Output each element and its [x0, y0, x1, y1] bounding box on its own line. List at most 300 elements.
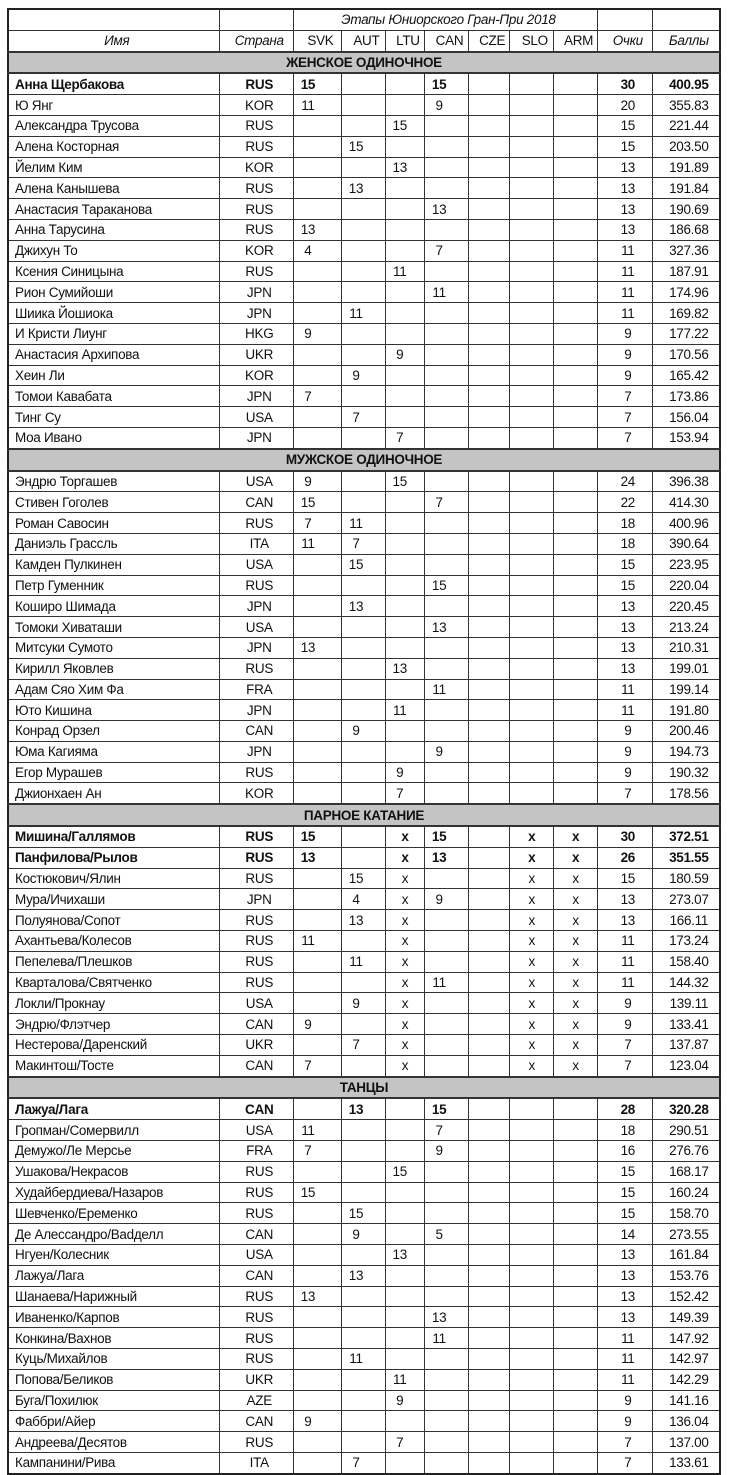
stage-points-can: [425, 1224, 469, 1245]
total-points: 18: [597, 513, 652, 534]
stage-points-aut-value: 15: [348, 557, 364, 573]
country-code: RUS: [219, 951, 293, 972]
stage-points-can: [425, 700, 469, 721]
stage-points-svk-value: 13: [300, 1289, 316, 1304]
stage-points-ltu: [385, 1390, 424, 1411]
section-title: ТАНЦЫ: [8, 1077, 720, 1099]
total-score: 220.45: [652, 596, 720, 617]
stage-points-can-value: 5: [435, 1226, 443, 1242]
table-row: [8, 889, 720, 910]
table-row: [8, 617, 720, 638]
header-country: Страна: [219, 30, 293, 51]
stage-points-ltu: [385, 575, 424, 596]
stage-points-aut: [342, 1245, 386, 1266]
stage-points-svk: [293, 1328, 341, 1349]
stage-points-slo: [510, 492, 554, 513]
stage-points-aut-value: 4: [352, 891, 360, 907]
stage-points-svk-value: 7: [304, 1143, 312, 1159]
stage-points-cze: [468, 910, 510, 931]
stage-points-svk: [293, 1452, 341, 1473]
stage-points-svk: [293, 427, 341, 448]
athlete-name: Александра Трусова: [8, 115, 219, 136]
stage-points-arm: x: [554, 1035, 598, 1056]
total-points: 13: [597, 1307, 652, 1328]
stage-points-cze: [468, 1245, 510, 1266]
country-code: RUS: [219, 868, 293, 889]
table-row: [8, 533, 720, 554]
stage-points-cze: [468, 1182, 510, 1203]
table-row: [8, 492, 720, 513]
stage-points-cze: [468, 407, 510, 428]
total-score: 174.96: [652, 282, 720, 303]
stage-points-svk: [293, 1307, 341, 1328]
stage-points-arm: [554, 1411, 598, 1432]
stage-points-arm: [554, 1286, 598, 1307]
country-code: RUS: [219, 115, 293, 136]
table-row: [8, 365, 720, 386]
stage-points-ltu-value: 11: [393, 263, 407, 279]
stage-points-ltu: [385, 679, 424, 700]
athlete-name: Шевченко/Еременко: [8, 1203, 219, 1224]
stage-points-slo: [510, 282, 554, 303]
section-title: ЖЕНСКОЕ ОДИНОЧНОЕ: [8, 52, 720, 74]
total-score: 273.07: [652, 889, 720, 910]
stage-points-cze: [468, 1452, 510, 1473]
stage-points-can: [425, 1452, 469, 1473]
athlete-name: Андреева/Десятов: [8, 1432, 219, 1453]
stage-points-ltu-value: 9: [396, 347, 404, 363]
table-row: [8, 993, 720, 1014]
stage-points-slo: [510, 73, 554, 94]
stage-points-ltu: [385, 1307, 424, 1328]
stage-points-cze: [468, 679, 510, 700]
total-points: 7: [597, 783, 652, 804]
total-score: 191.89: [652, 157, 720, 178]
stage-points-can: [425, 1120, 469, 1141]
total-score: 156.04: [652, 407, 720, 428]
stage-points-cze: [468, 240, 510, 261]
total-score: 290.51: [652, 1120, 720, 1141]
total-points: 14: [597, 1224, 652, 1245]
country-code: FRA: [219, 1141, 293, 1162]
stage-points-aut: [342, 1307, 386, 1328]
stage-points-cze: [468, 554, 510, 575]
table-row: [8, 427, 720, 448]
stage-points-can-value: 11: [432, 975, 446, 991]
stage-points-arm: [554, 199, 598, 220]
stage-points-cze: [468, 115, 510, 136]
stage-points-svk: [293, 323, 341, 344]
table-row: [8, 1411, 720, 1432]
athlete-name: Рион Сумийоши: [8, 282, 219, 303]
header-score: Баллы: [652, 30, 720, 51]
athlete-name: Ю Янг: [8, 95, 219, 116]
table-row: [8, 219, 720, 240]
stage-points-slo: [510, 365, 554, 386]
stage-points-can-value: 13: [431, 201, 447, 217]
stage-points-svk: [293, 95, 341, 116]
athlete-name: Даниэль Грассль: [8, 533, 219, 554]
table-row: [8, 826, 720, 847]
stage-points-arm: [554, 575, 598, 596]
table-row: [8, 1245, 720, 1266]
stage-points-slo: [510, 1286, 554, 1307]
stage-points-arm: [554, 700, 598, 721]
athlete-name: Егор Мурашев: [8, 762, 219, 783]
stage-points-ltu: [385, 1369, 424, 1390]
stage-points-cze: [468, 951, 510, 972]
stage-points-aut: [342, 471, 386, 492]
stage-points-svk-value: 13: [300, 850, 316, 866]
stage-points-ltu: [385, 762, 424, 783]
athlete-name: Худайбердиева/Назаров: [8, 1182, 219, 1203]
table-row: [8, 847, 720, 868]
total-points: 9: [597, 1390, 652, 1411]
stage-points-ltu: [385, 1161, 424, 1182]
stage-points-svk: [293, 219, 341, 240]
stage-points-can: [425, 554, 469, 575]
country-code: FRA: [219, 679, 293, 700]
stage-points-ltu: [385, 1203, 424, 1224]
stage-points-aut: [342, 1182, 386, 1203]
country-code: CAN: [219, 492, 293, 513]
stage-points-svk: [293, 637, 341, 658]
stage-points-arm: [554, 1224, 598, 1245]
athlete-name: Иваненко/Карпов: [8, 1307, 219, 1328]
stage-points-aut-value: 15: [348, 1205, 364, 1221]
stage-points-arm: [554, 344, 598, 365]
country-code: RUS: [219, 199, 293, 220]
stage-points-can: [425, 1265, 469, 1286]
country-code: CAN: [219, 1224, 293, 1245]
table-row: [8, 1141, 720, 1162]
stage-points-aut: [342, 868, 386, 889]
total-score: 142.97: [652, 1349, 720, 1370]
stage-points-arm: [554, 1265, 598, 1286]
total-score: 200.46: [652, 721, 720, 742]
stage-points-can: [425, 1349, 469, 1370]
stage-points-cze: [468, 282, 510, 303]
total-points: 13: [597, 658, 652, 679]
stage-points-svk: [293, 240, 341, 261]
stage-points-slo: [510, 1265, 554, 1286]
stage-points-slo: x: [510, 910, 554, 931]
table-row: [8, 1224, 720, 1245]
stage-points-can-value: 11: [432, 1330, 446, 1346]
stage-points-svk: [293, 1390, 341, 1411]
total-score: 149.39: [652, 1307, 720, 1328]
athlete-name: Пепелева/Плешков: [8, 951, 219, 972]
stage-points-arm: x: [554, 972, 598, 993]
stage-points-svk-value: 15: [300, 494, 316, 510]
stage-points-aut-value: 15: [348, 139, 364, 155]
stage-points-ltu: [385, 1245, 424, 1266]
country-code: UKR: [219, 344, 293, 365]
stage-points-aut: [342, 513, 386, 534]
stage-points-can: [425, 178, 469, 199]
stage-points-arm: x: [554, 951, 598, 972]
total-points: 13: [597, 178, 652, 199]
stage-points-slo: [510, 219, 554, 240]
stage-points-arm: x: [554, 1014, 598, 1035]
stage-points-aut: [342, 741, 386, 762]
stage-points-can: [425, 136, 469, 157]
stage-points-can: [425, 1307, 469, 1328]
athlete-name: Коширо Шимада: [8, 596, 219, 617]
table-row: [8, 323, 720, 344]
stage-points-arm: [554, 261, 598, 282]
table-row: [8, 1120, 720, 1141]
total-score: 190.69: [652, 199, 720, 220]
table-row: [8, 303, 720, 324]
athlete-name: Юма Кагияма: [8, 741, 219, 762]
country-code: RUS: [219, 762, 293, 783]
stage-points-cze: [468, 513, 510, 534]
total-points: 13: [597, 1245, 652, 1266]
total-points: 7: [597, 386, 652, 407]
country-code: JPN: [219, 700, 293, 721]
table-row: [8, 658, 720, 679]
athlete-name: Томои Кавабата: [8, 386, 219, 407]
stage-points-aut: [342, 658, 386, 679]
country-code: RUS: [219, 931, 293, 952]
stage-points-slo: [510, 1369, 554, 1390]
stage-points-cze: [468, 73, 510, 94]
stage-points-ltu: x: [385, 889, 424, 910]
athlete-name: Лажуа/Лага: [8, 1098, 219, 1119]
stage-points-can: [425, 344, 469, 365]
stage-points-can: [425, 261, 469, 282]
stage-points-aut: [342, 931, 386, 952]
stage-points-cze: [468, 1035, 510, 1056]
stage-points-cze: [468, 1014, 510, 1035]
stage-points-cze: [468, 931, 510, 952]
stage-points-can: [425, 679, 469, 700]
stage-points-arm: [554, 1161, 598, 1182]
stage-points-slo: x: [510, 931, 554, 952]
stage-points-svk: [293, 721, 341, 742]
stage-points-cze: [468, 1120, 510, 1141]
stage-points-can: [425, 741, 469, 762]
stage-points-can: [425, 596, 469, 617]
total-points: 13: [597, 157, 652, 178]
total-points: 11: [597, 1349, 652, 1370]
athlete-name: Адам Сяо Хим Фа: [8, 679, 219, 700]
stage-points-aut-value: 9: [352, 995, 360, 1011]
stage-points-svk-value: 9: [304, 326, 312, 342]
stage-points-can: [425, 115, 469, 136]
athlete-name: Анна Щербакова: [8, 73, 219, 94]
total-points: 13: [597, 219, 652, 240]
total-points: 7: [597, 1035, 652, 1056]
stage-points-ltu: [385, 1286, 424, 1307]
stage-points-svk: [293, 972, 341, 993]
stage-points-aut: [342, 95, 386, 116]
stage-points-aut: [342, 596, 386, 617]
stage-points-slo: [510, 1224, 554, 1245]
stage-points-ltu: [385, 136, 424, 157]
table-row: [8, 73, 720, 94]
stage-points-aut: [342, 637, 386, 658]
total-score: 400.96: [652, 513, 720, 534]
stage-points-aut: [342, 261, 386, 282]
stage-points-slo: [510, 1390, 554, 1411]
stage-points-slo: [510, 178, 554, 199]
stage-points-slo: [510, 1328, 554, 1349]
stage-points-arm: x: [554, 826, 598, 847]
stage-points-arm: [554, 136, 598, 157]
total-points: 15: [597, 1182, 652, 1203]
total-score: 147.92: [652, 1328, 720, 1349]
country-code: UKR: [219, 1369, 293, 1390]
stage-points-aut-value: 9: [352, 1226, 360, 1242]
table-row: [8, 471, 720, 492]
stage-points-ltu-value: 7: [396, 1434, 404, 1450]
total-score: 355.83: [652, 95, 720, 116]
stage-points-cze: [468, 1286, 510, 1307]
stage-points-can: [425, 1161, 469, 1182]
total-points: 9: [597, 365, 652, 386]
stage-points-cze: [468, 157, 510, 178]
country-code: JPN: [219, 596, 293, 617]
stage-points-aut-value: 11: [349, 1351, 363, 1367]
stage-points-svk: [293, 178, 341, 199]
athlete-name: Гропман/Сомервилл: [8, 1120, 219, 1141]
stage-points-can: [425, 658, 469, 679]
stage-points-arm: [554, 1432, 598, 1453]
stage-points-can-value: 15: [431, 76, 447, 92]
stage-points-can: [425, 240, 469, 261]
athlete-name: Кирилл Яковлев: [8, 658, 219, 679]
country-code: HKG: [219, 323, 293, 344]
stage-points-svk: [293, 700, 341, 721]
stage-points-slo: x: [510, 1055, 554, 1076]
total-score: 191.80: [652, 700, 720, 721]
stage-points-ltu: [385, 178, 424, 199]
stage-points-arm: x: [554, 993, 598, 1014]
column-header-row: [8, 30, 720, 51]
stage-points-aut: [342, 136, 386, 157]
total-score: 123.04: [652, 1055, 720, 1076]
stage-points-svk: [293, 1098, 341, 1119]
stage-points-aut-value: 13: [348, 180, 364, 196]
total-points: 9: [597, 344, 652, 365]
stage-points-aut-value: 15: [348, 871, 364, 887]
stage-points-aut: [342, 993, 386, 1014]
stage-points-aut: [342, 721, 386, 742]
table-row: [8, 1182, 720, 1203]
stage-points-can: [425, 826, 469, 847]
stage-points-can: [425, 199, 469, 220]
athlete-name: Алена Косторная: [8, 136, 219, 157]
stage-points-ltu: x: [385, 931, 424, 952]
total-points: 15: [597, 1161, 652, 1182]
stage-points-arm: x: [554, 868, 598, 889]
stage-points-arm: [554, 73, 598, 94]
stage-points-ltu: x: [385, 1035, 424, 1056]
stage-points-aut: [342, 492, 386, 513]
stage-points-slo: x: [510, 951, 554, 972]
country-code: ITA: [219, 1452, 293, 1473]
table-row: [8, 95, 720, 116]
stage-points-svk: [293, 261, 341, 282]
stage-points-svk: [293, 136, 341, 157]
stage-points-ltu: [385, 199, 424, 220]
stage-points-aut: [342, 847, 386, 868]
total-score: 165.42: [652, 365, 720, 386]
stage-points-aut-value: 9: [352, 723, 360, 739]
table-row: [8, 344, 720, 365]
athlete-name: Макинтош/Тосте: [8, 1055, 219, 1076]
stage-points-ltu: x: [385, 826, 424, 847]
stage-points-svk-value: 15: [300, 1185, 316, 1201]
stage-points-can: [425, 303, 469, 324]
stage-points-slo: [510, 762, 554, 783]
stage-points-ltu-value: 15: [392, 1164, 407, 1180]
athlete-name: Лажуа/Лага: [8, 1265, 219, 1286]
stage-points-arm: [554, 617, 598, 638]
stage-points-svk: [293, 554, 341, 575]
stage-points-slo: x: [510, 889, 554, 910]
stage-points-svk: [293, 199, 341, 220]
table-row: [8, 1349, 720, 1370]
table-row: [8, 1265, 720, 1286]
total-points: 7: [597, 1452, 652, 1473]
athlete-name: Локли/Прокнау: [8, 993, 219, 1014]
country-code: KOR: [219, 365, 293, 386]
stage-points-aut: [342, 1098, 386, 1119]
stage-points-ltu-value: 11: [393, 1372, 407, 1388]
stage-points-arm: [554, 1120, 598, 1141]
athlete-name: Ксения Синицына: [8, 261, 219, 282]
athlete-name: Буга/Похилюк: [8, 1390, 219, 1411]
stage-points-aut: [342, 240, 386, 261]
total-score: 152.42: [652, 1286, 720, 1307]
stage-points-arm: [554, 721, 598, 742]
stage-points-can: [425, 1014, 469, 1035]
table-row: [8, 1014, 720, 1035]
stage-points-slo: [510, 513, 554, 534]
stage-points-ltu: [385, 1349, 424, 1370]
total-points: 11: [597, 1328, 652, 1349]
total-points: 15: [597, 575, 652, 596]
total-points: 15: [597, 554, 652, 575]
stage-points-can-value: 9: [435, 1143, 443, 1159]
stage-points-svk: [293, 1286, 341, 1307]
stage-points-ltu: [385, 303, 424, 324]
stage-points-arm: x: [554, 889, 598, 910]
stage-points-arm: [554, 427, 598, 448]
stage-points-svk: [293, 931, 341, 952]
stage-points-svk: [293, 1120, 341, 1141]
stage-points-aut: [342, 575, 386, 596]
stage-points-aut: [342, 199, 386, 220]
table-row: [8, 386, 720, 407]
stage-points-cze: [468, 492, 510, 513]
stage-points-slo: [510, 637, 554, 658]
total-score: 139.11: [652, 993, 720, 1014]
stage-points-slo: [510, 721, 554, 742]
table-row: [8, 261, 720, 282]
stage-points-arm: x: [554, 910, 598, 931]
stage-points-aut: [342, 1411, 386, 1432]
stage-points-aut: [342, 115, 386, 136]
athlete-name: Петр Гуменник: [8, 575, 219, 596]
stage-points-can: [425, 910, 469, 931]
stage-points-slo: [510, 407, 554, 428]
stage-points-arm: [554, 471, 598, 492]
stage-points-svk: [293, 910, 341, 931]
